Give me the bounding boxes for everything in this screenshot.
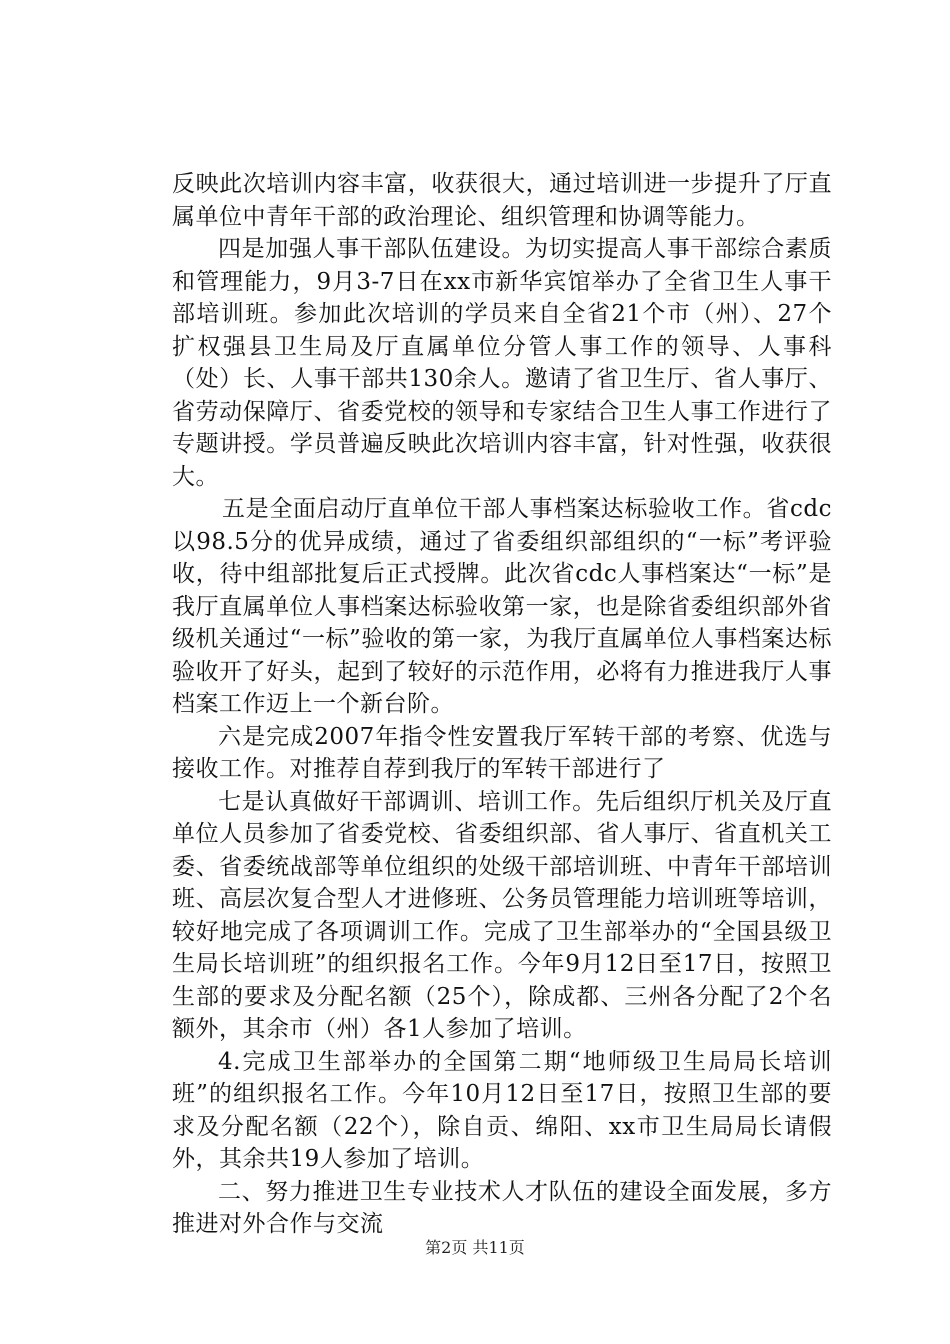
page-footer: 第2页 共11页 [425, 1238, 525, 1257]
paragraph-personnel-cadre-building: 四是加强人事干部队伍建设。为切实提高人事干部综合素质和管理能力，9月3-7日在xx市新华宾馆举办了全省卫生人事干部培训班。参加此次培训的学员来自全省21个市（州）、27个扩权强县卫生局及厅直属单位分管人事工作的领导、人事科（处）长、人事干部共130余人。邀请了省卫生厅、省人事厅、省劳动保障厅、省委党校的领导和专家结合卫生人事工作进行了专题讲授。学员普遍反映此次培训内容丰富，针对性强，收获很大。 [172, 236, 832, 490]
section-heading-two: 二、努力推进卫生专业技术人才队伍的建设全面发展，多方推进对外合作与交流 [172, 1178, 832, 1237]
document-body [172, 168, 832, 1241]
paragraph-military-transfer: 六是完成2007年指令性安置我厅军转干部的考察、优选与接收工作。对推荐自荐到我厅的军转干部进行了 [172, 723, 832, 782]
paragraph-personnel-archives: 五是全面启动厅直单位干部人事档案达标验收工作。省cdc以98.5分的优异成绩，通过了省委组织部组织的“一标”考评验收，待中组部批复后正式授牌。此次省cdc人事档案达“一标”是我厅直属单位人事档案达标验收第一家，也是除省委组织部外省级机关通过“一标”验收的第一家，为我厅直属单位人事档案达标验收开了好头，起到了较好的示范作用，必将有力推进我厅人事档案工作迈上一个新台阶。 [172, 496, 832, 717]
paragraph-training-work: 七是认真做好干部调训、培训工作。先后组织厅机关及厅直单位人员参加了省委党校、省委组织部、省人事厅、省直机关工委、省委统战部等单位组织的处级干部培训班、中青年干部培训班、高层次复合型人才进修班、公务员管理能力培训班等培训，较好地完成了各项调训工作。完成了卫生部举办的“全国县级卫生局长培训班”的组织报名工作。今年9月12日至17日，按照卫生部的要求及分配名额（25个），除成都、三州各分配了2个名额外，其余市（州）各1人参加了培训。 [172, 788, 832, 1042]
paragraph-director-training: 4.完成卫生部举办的全国第二期“地师级卫生局局长培训班”的组织报名工作。今年10月12日至17日，按照卫生部的要求及分配名额（22个），除自贡、绵阳、xx市卫生局局长请假外，其余共19人参加了培训。 [172, 1048, 832, 1172]
paragraph-continued: 反映此次培训内容丰富，收获很大，通过培训进一步提升了厅直属单位中青年干部的政治理论、组织管理和协调等能力。 [172, 171, 832, 230]
